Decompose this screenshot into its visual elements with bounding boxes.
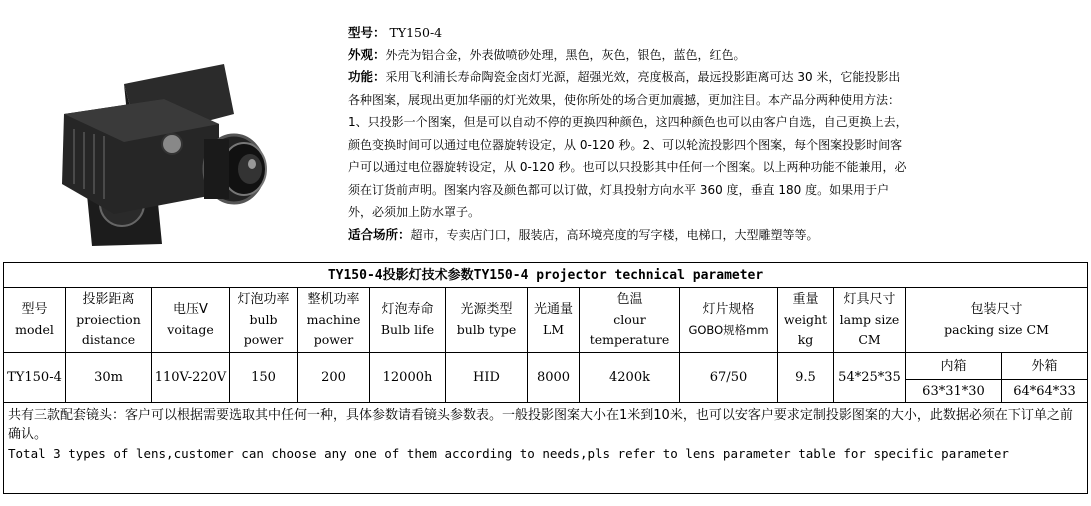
cell-inner-box: 63*31*30 [906, 380, 1002, 403]
parameter-table [3, 262, 1088, 494]
cell-outer-box: 64*64*33 [1002, 380, 1088, 403]
cell-weight: 9.5 [778, 353, 834, 403]
table-row [4, 353, 1088, 380]
cell-voltage: 110V-220V [152, 353, 230, 403]
cell-machine-power: 200 [298, 353, 370, 403]
spec-model-value: TY150-4 [389, 25, 443, 40]
cell-lumen: 8000 [528, 353, 580, 403]
header-color-temp: 色温 clour temperature [580, 288, 680, 353]
cell-model: TY150-4 [4, 353, 66, 403]
spec-function-label: 功能 [348, 69, 374, 84]
header-model: 型号 model [4, 288, 66, 353]
spec-block [348, 22, 908, 246]
header-bulb-type: 光源类型 bulb type [446, 288, 528, 353]
spec-venue-row: 适合场所：超市，专卖店门口，服装店，高环境亮度的写字楼，电梯口，大型雕塑等等。 [348, 226, 819, 242]
header-packing-size: 包装尺寸 packing size CM [906, 288, 1088, 353]
spec-model-label: 型号 [348, 25, 374, 40]
product-photo [44, 44, 294, 249]
spec-model-row: 型号： TY150-4 [348, 25, 443, 40]
cell-color-temp: 4200k [580, 353, 680, 403]
spec-function-value: 采用飞利浦长寿命陶瓷金卤灯光源，超强光效，亮度极高，最远投影距离可达 30 米，它能投影出各种图案，展现出更加华丽的灯光效果，使你所处的场合更加震撼，更加注目。本产品分两种使用方法：1、只投影一个图案，但是可以自动不停的更换四种颜色，这四种颜色也可以由客户自选，自己更换上去，颜色变换时间可以通过电位器旋转设定，从 0-120 秒。2、可以轮流投影四个图案，每个图案投影时间客户可以通过电位器旋转设定，从 0-120 秒。也可以只投影其中任何一个图案。以上两种功能不能兼用，必须在订货前声明。图案内容及颜色都可以订做，灯具投射方向水平 360 度，垂直 180 度。如果用于户外，必须加上防水罩子。 [348, 70, 908, 219]
spec-venue-label: 适合场所 [348, 226, 399, 242]
cell-outer-box-label: 外箱 [1002, 353, 1088, 380]
header-machine-power: 整机功率 machine power [298, 288, 370, 353]
spec-appearance-row: 外观：外壳为铝合金，外表做喷砂处理，黑色，灰色，银色，蓝色，红色。 [348, 46, 746, 62]
spec-function-row: 功能：采用飞利浦长寿命陶瓷金卤灯光源，超强光效，亮度极高，最远投影距离可达 30 米，它能投影出各种图案，展现出更加华丽的灯光效果，使你所处的场合更加震撼，更加注目。本产品分两种使用方法：1、只投影一个图案，但是可以自动不停的更换四种颜色，这四种颜色也可以由客户自选，自己更换上去，颜色变换时间可以通过电位器旋转设定，从 0-120 秒。2、可以轮流投影四个图案，每个图案投影时间客户可以通过电位器旋转设定，从 0-120 秒。也可以只投影其中任何一个图案。以上两种功能不能兼用，必须在订货前声明。图案内容及颜色都可以订做，灯具投射方向水平 360 度，垂直 180 度。如果用于户外，必须加上防水罩子。 [348, 69, 908, 219]
cell-bulb-life: 12000h [370, 353, 446, 403]
cell-bulb-type: HID [446, 353, 528, 403]
header-bulb-life: 灯泡寿命 Bulb life [370, 288, 446, 353]
header-bulb-power: 灯泡功率 bulb power [230, 288, 298, 353]
note-chinese: 共有三款配套镜头：客户可以根据需要选取其中任何一种，具体参数请看镜头参数表。一般投影图案大小在1米到10米，也可以安客户要求定制投影图案的大小，此数据必须在下订单之前确认。 [8, 408, 1073, 442]
header-voltage: 电压V voitage [152, 288, 230, 353]
cell-gobo: 67/50 [680, 353, 778, 403]
header-gobo: 灯片规格 GOBO规格mm [680, 288, 778, 353]
header-lumen: 光通量 LM [528, 288, 580, 353]
cell-inner-box-label: 内箱 [906, 353, 1002, 380]
cell-lamp-size: 54*25*35 [834, 353, 906, 403]
header-weight: 重量 weight kg [778, 288, 834, 353]
note-english: Total 3 types of lens,customer can choose any one of them according to needs,pls refer to lens parameter table for specific parameter [8, 446, 1009, 461]
table-note [4, 403, 1088, 494]
table-title: TY150-4投影灯技术参数TY150-4 projector technical parameter [4, 263, 1088, 288]
spec-appearance-label: 外观 [348, 46, 374, 62]
spec-appearance-value: 外壳为铝合金，外表做喷砂处理，黑色，灰色，银色，蓝色，红色。 [385, 47, 746, 62]
header-distance: 投影距离 proiection distance [66, 288, 152, 353]
spec-venue-value: 超市，专卖店门口，服装店，高环境亮度的写字楼，电梯口，大型雕塑等等。 [410, 227, 819, 242]
header-lamp-size: 灯具尺寸 lamp size CM [834, 288, 906, 353]
table-header-row [4, 288, 1088, 353]
cell-distance: 30m [66, 353, 152, 403]
cell-bulb-power: 150 [230, 353, 298, 403]
